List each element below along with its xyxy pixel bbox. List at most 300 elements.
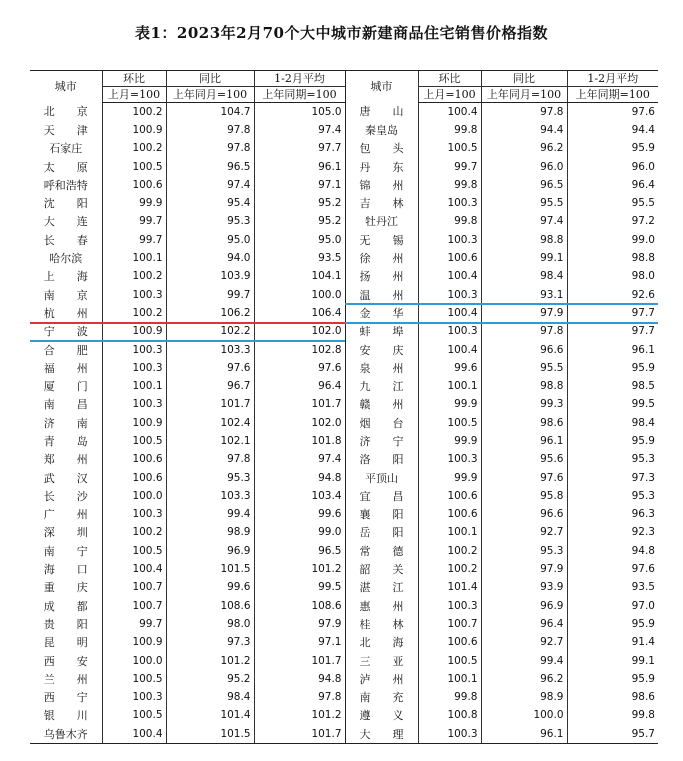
mom-cell-right: 100.6 — [418, 634, 481, 652]
avg-cell-right: 97.7 — [567, 323, 658, 341]
city-cell-right: 桂 林 — [345, 615, 418, 633]
highlight-line-blue-right-bottom — [345, 322, 658, 324]
city-cell: 北 京 — [43, 105, 88, 119]
yoy-cell-right: 96.6 — [481, 341, 567, 359]
avg-cell-right: 99.1 — [567, 652, 658, 670]
col-city-header-right: 城市 — [345, 71, 418, 103]
yoy-cell-right: 97.9 — [481, 304, 567, 322]
mom-cell: 100.5 — [102, 542, 166, 560]
table-row — [30, 670, 658, 688]
yoy-cell-right: 92.7 — [481, 634, 567, 652]
table-row — [30, 579, 658, 597]
avg-cell-right: 94.4 — [567, 121, 658, 139]
city-cell: 成 都 — [43, 599, 88, 613]
avg-cell: 96.5 — [254, 542, 345, 560]
city-cell-right: 遵 义 — [345, 707, 418, 725]
yoy-cell-right: 97.8 — [481, 103, 567, 122]
city-cell: 上 海 — [43, 270, 88, 284]
city-cell: 合 肥 — [43, 343, 88, 357]
avg-cell: 108.6 — [254, 597, 345, 615]
yoy-cell: 97.8 — [166, 140, 254, 158]
avg-cell: 97.1 — [254, 176, 345, 194]
avg-cell-right: 95.9 — [567, 140, 658, 158]
yoy-cell-right: 99.3 — [481, 396, 567, 414]
avg-cell-right: 98.5 — [567, 377, 658, 395]
mom-cell-right: 100.3 — [418, 194, 481, 212]
mom-cell-right: 100.8 — [418, 707, 481, 725]
yoy-cell: 96.9 — [166, 542, 254, 560]
yoy-cell-right: 99.1 — [481, 249, 567, 267]
yoy-cell: 101.4 — [166, 707, 254, 725]
city-cell-right: 韶 关 — [345, 560, 418, 578]
city-cell-right: 烟 台 — [345, 414, 418, 432]
yoy-cell-right: 99.4 — [481, 652, 567, 670]
yoy-cell: 95.3 — [166, 213, 254, 231]
yoy-cell: 97.8 — [166, 451, 254, 469]
avg-cell: 96.4 — [254, 377, 345, 395]
mom-cell: 100.5 — [102, 432, 166, 450]
mom-cell-right: 100.3 — [418, 451, 481, 469]
yoy-cell: 98.9 — [166, 524, 254, 542]
mom-cell-right: 99.7 — [418, 158, 481, 176]
yoy-cell: 104.7 — [166, 103, 254, 122]
table-row — [30, 451, 658, 469]
avg-cell-right: 96.4 — [567, 176, 658, 194]
mom-cell-right: 100.1 — [418, 377, 481, 395]
city-cell-right: 常 德 — [345, 542, 418, 560]
table-row — [30, 286, 658, 304]
mom-cell-right: 100.4 — [418, 268, 481, 286]
yoy-cell: 95.2 — [166, 670, 254, 688]
mom-cell: 100.7 — [102, 597, 166, 615]
header-row-1 — [30, 71, 658, 87]
mom-cell: 100.2 — [102, 268, 166, 286]
mom-cell-right: 99.8 — [418, 689, 481, 707]
yoy-cell: 101.7 — [166, 396, 254, 414]
avg-cell-right: 95.9 — [567, 615, 658, 633]
avg-cell: 99.6 — [254, 506, 345, 524]
yoy-cell-right: 95.3 — [481, 542, 567, 560]
avg-cell: 93.5 — [254, 249, 345, 267]
yoy-cell: 99.4 — [166, 506, 254, 524]
yoy-cell: 99.7 — [166, 286, 254, 304]
table-row — [30, 652, 658, 670]
avg-cell: 94.8 — [254, 670, 345, 688]
yoy-cell-right: 95.5 — [481, 359, 567, 377]
table-row — [30, 304, 658, 322]
mom-cell: 100.9 — [102, 323, 166, 341]
avg-base-label: 上年同期=100 — [254, 87, 345, 103]
city-cell: 青 岛 — [43, 434, 88, 448]
city-cell: 沈 阳 — [43, 197, 88, 211]
yoy-cell-right: 96.1 — [481, 432, 567, 450]
mom-cell-right: 100.4 — [418, 103, 481, 122]
city-cell-right: 平顶山 — [345, 469, 418, 487]
table-row — [30, 689, 658, 707]
mom-cell-right: 100.6 — [418, 487, 481, 505]
mom-cell-right: 99.8 — [418, 213, 481, 231]
avg-cell-right: 97.2 — [567, 213, 658, 231]
avg-cell: 94.8 — [254, 469, 345, 487]
mom-cell: 100.3 — [102, 396, 166, 414]
city-cell-right: 唐 山 — [345, 103, 418, 122]
avg-cell-right: 98.4 — [567, 414, 658, 432]
city-cell: 南 宁 — [43, 544, 88, 558]
avg-cell: 105.0 — [254, 103, 345, 122]
mom-cell: 100.2 — [102, 140, 166, 158]
city-cell-right: 徐 州 — [345, 249, 418, 267]
yoy-cell: 99.6 — [166, 579, 254, 597]
yoy-cell-right: 92.7 — [481, 524, 567, 542]
yoy-cell: 102.4 — [166, 414, 254, 432]
table-row — [30, 249, 658, 267]
city-cell-right: 北 海 — [345, 634, 418, 652]
avg-cell: 101.2 — [254, 560, 345, 578]
yoy-cell-right: 96.2 — [481, 140, 567, 158]
yoy-cell-right: 93.9 — [481, 579, 567, 597]
mom-cell: 100.4 — [102, 560, 166, 578]
city-cell: 哈尔滨 — [49, 252, 83, 266]
col-avg-header-right: 1-2月平均 — [567, 71, 658, 87]
table-row — [30, 323, 658, 341]
city-cell: 福 州 — [43, 361, 88, 375]
avg-cell-right: 98.0 — [567, 268, 658, 286]
city-cell: 长 沙 — [43, 489, 88, 503]
mom-base-label: 上月=100 — [102, 87, 166, 103]
city-cell: 济 南 — [43, 416, 88, 430]
city-cell-right: 济 宁 — [345, 432, 418, 450]
avg-cell-right: 92.6 — [567, 286, 658, 304]
yoy-base-label: 上年同月=100 — [166, 87, 254, 103]
city-cell: 乌鲁木齐 — [30, 725, 102, 744]
col-mom-header-right: 环比 — [418, 71, 481, 87]
yoy-cell-right: 97.6 — [481, 469, 567, 487]
avg-cell: 95.2 — [254, 194, 345, 212]
city-cell: 深 圳 — [43, 526, 88, 540]
city-cell-right: 包 头 — [345, 140, 418, 158]
avg-base-label-right: 上年同期=100 — [567, 87, 658, 103]
avg-cell: 100.0 — [254, 286, 345, 304]
mom-cell-right: 100.5 — [418, 140, 481, 158]
yoy-cell: 102.2 — [166, 323, 254, 341]
mom-cell: 99.9 — [102, 194, 166, 212]
avg-cell: 97.7 — [254, 140, 345, 158]
yoy-cell-right: 95.8 — [481, 487, 567, 505]
mom-cell: 100.9 — [102, 414, 166, 432]
avg-cell: 102.0 — [254, 414, 345, 432]
city-cell: 兰 州 — [43, 672, 88, 686]
mom-cell-right: 100.5 — [418, 652, 481, 670]
table-row — [30, 103, 658, 122]
table-row — [30, 158, 658, 176]
city-cell: 长 春 — [43, 233, 88, 247]
table-row — [30, 634, 658, 652]
avg-cell-right: 95.3 — [567, 451, 658, 469]
city-cell: 银 川 — [43, 709, 88, 723]
yoy-cell-right: 96.1 — [481, 725, 567, 744]
city-cell-right: 南 充 — [345, 689, 418, 707]
yoy-cell-right: 96.4 — [481, 615, 567, 633]
mom-cell: 100.2 — [102, 524, 166, 542]
city-cell-right: 秦皇岛 — [345, 121, 418, 139]
mom-cell: 99.7 — [102, 615, 166, 633]
yoy-cell: 95.3 — [166, 469, 254, 487]
mom-cell-right: 100.3 — [418, 286, 481, 304]
city-cell: 太 原 — [43, 160, 88, 174]
yoy-cell: 96.5 — [166, 158, 254, 176]
avg-cell: 101.7 — [254, 396, 345, 414]
yoy-cell-right: 100.0 — [481, 707, 567, 725]
mom-cell: 99.7 — [102, 213, 166, 231]
avg-cell-right: 96.3 — [567, 506, 658, 524]
city-cell-right: 蚌 埠 — [345, 323, 418, 341]
table-row — [30, 359, 658, 377]
city-cell-right: 无 锡 — [345, 231, 418, 249]
yoy-cell-right: 96.9 — [481, 597, 567, 615]
mom-cell-right: 100.3 — [418, 231, 481, 249]
city-cell: 南 京 — [43, 288, 88, 302]
mom-cell: 100.5 — [102, 707, 166, 725]
yoy-cell-right: 95.6 — [481, 451, 567, 469]
highlight-line-blue-left — [30, 340, 345, 342]
mom-cell: 100.9 — [102, 121, 166, 139]
avg-cell: 99.0 — [254, 524, 345, 542]
yoy-cell-right: 96.2 — [481, 670, 567, 688]
mom-cell: 100.3 — [102, 341, 166, 359]
city-cell-right: 襄 阳 — [345, 506, 418, 524]
yoy-cell-right: 98.6 — [481, 414, 567, 432]
table-row — [30, 615, 658, 633]
yoy-cell-right: 98.4 — [481, 268, 567, 286]
mom-cell-right: 99.9 — [418, 432, 481, 450]
yoy-cell: 101.5 — [166, 560, 254, 578]
avg-cell: 97.1 — [254, 634, 345, 652]
mom-cell-right: 99.9 — [418, 396, 481, 414]
table-row — [30, 542, 658, 560]
table-row — [30, 377, 658, 395]
avg-cell-right: 94.8 — [567, 542, 658, 560]
city-cell-right: 扬 州 — [345, 268, 418, 286]
mom-cell-right: 99.9 — [418, 469, 481, 487]
table-row — [30, 524, 658, 542]
mom-cell: 100.6 — [102, 451, 166, 469]
avg-cell-right: 97.7 — [567, 304, 658, 322]
avg-cell-right: 97.6 — [567, 560, 658, 578]
table-row — [30, 560, 658, 578]
mom-cell: 99.7 — [102, 231, 166, 249]
yoy-cell: 98.4 — [166, 689, 254, 707]
avg-cell-right: 97.6 — [567, 103, 658, 122]
yoy-cell: 95.0 — [166, 231, 254, 249]
city-cell-right: 宜 昌 — [345, 487, 418, 505]
mom-cell: 100.3 — [102, 506, 166, 524]
avg-cell: 103.4 — [254, 487, 345, 505]
city-cell-right: 大 理 — [345, 725, 418, 744]
yoy-cell: 95.4 — [166, 194, 254, 212]
yoy-cell-right: 97.9 — [481, 560, 567, 578]
price-index-table — [30, 70, 658, 744]
city-cell: 昆 明 — [43, 636, 88, 650]
col-city-header: 城市 — [30, 71, 102, 103]
city-cell-right: 三 亚 — [345, 652, 418, 670]
mom-cell: 100.6 — [102, 469, 166, 487]
mom-cell-right: 100.5 — [418, 414, 481, 432]
avg-cell-right: 96.0 — [567, 158, 658, 176]
city-cell: 西 安 — [43, 654, 88, 668]
avg-cell-right: 99.0 — [567, 231, 658, 249]
city-cell: 西 宁 — [43, 691, 88, 705]
city-cell: 宁 波 — [43, 325, 88, 339]
yoy-cell-right: 97.4 — [481, 213, 567, 231]
yoy-cell-right: 96.5 — [481, 176, 567, 194]
avg-cell: 101.2 — [254, 707, 345, 725]
mom-cell-right: 100.7 — [418, 615, 481, 633]
highlight-line-red — [30, 322, 345, 324]
avg-cell: 101.7 — [254, 652, 345, 670]
table-row — [30, 707, 658, 725]
mom-cell: 100.5 — [102, 670, 166, 688]
avg-cell-right: 98.8 — [567, 249, 658, 267]
yoy-cell: 97.8 — [166, 121, 254, 139]
mom-cell-right: 100.2 — [418, 542, 481, 560]
yoy-cell: 97.3 — [166, 634, 254, 652]
avg-cell: 101.8 — [254, 432, 345, 450]
table-row — [30, 414, 658, 432]
mom-cell-right: 100.4 — [418, 341, 481, 359]
mom-cell: 100.3 — [102, 359, 166, 377]
avg-cell: 97.4 — [254, 451, 345, 469]
mom-cell: 100.4 — [102, 725, 166, 744]
avg-cell: 96.1 — [254, 158, 345, 176]
yoy-cell-right: 93.1 — [481, 286, 567, 304]
yoy-cell-right: 96.6 — [481, 506, 567, 524]
avg-cell-right: 95.9 — [567, 432, 658, 450]
city-cell: 南 昌 — [43, 398, 88, 412]
avg-cell-right: 95.7 — [567, 725, 658, 744]
avg-cell-right: 97.3 — [567, 469, 658, 487]
yoy-cell: 97.4 — [166, 176, 254, 194]
avg-cell: 99.5 — [254, 579, 345, 597]
mom-cell: 100.3 — [102, 286, 166, 304]
city-cell-right: 赣 州 — [345, 396, 418, 414]
yoy-cell-right: 98.8 — [481, 377, 567, 395]
yoy-cell-right: 98.8 — [481, 231, 567, 249]
city-cell: 大 连 — [43, 215, 88, 229]
city-cell-right: 九 江 — [345, 377, 418, 395]
mom-cell-right: 99.8 — [418, 121, 481, 139]
highlight-line-blue-right-top — [345, 303, 658, 305]
table-row — [30, 268, 658, 286]
yoy-cell: 98.0 — [166, 615, 254, 633]
city-cell: 海 口 — [43, 563, 88, 577]
city-cell-right: 湛 江 — [345, 579, 418, 597]
avg-cell-right: 97.0 — [567, 597, 658, 615]
yoy-cell-right: 94.4 — [481, 121, 567, 139]
mom-cell-right: 100.4 — [418, 304, 481, 322]
table-row — [30, 506, 658, 524]
mom-cell-right: 100.1 — [418, 524, 481, 542]
city-cell: 郑 州 — [43, 453, 88, 467]
mom-cell-right: 99.6 — [418, 359, 481, 377]
city-cell-right: 锦 州 — [345, 176, 418, 194]
city-cell: 杭 州 — [43, 306, 88, 320]
avg-cell-right: 95.9 — [567, 670, 658, 688]
avg-cell-right: 93.5 — [567, 579, 658, 597]
avg-cell-right: 95.3 — [567, 487, 658, 505]
avg-cell-right: 95.9 — [567, 359, 658, 377]
mom-cell: 100.1 — [102, 249, 166, 267]
col-mom-header: 环比 — [102, 71, 166, 87]
city-cell-right: 洛 阳 — [345, 451, 418, 469]
city-cell-right: 泉 州 — [345, 359, 418, 377]
yoy-cell: 103.3 — [166, 341, 254, 359]
city-cell: 厦 门 — [43, 380, 88, 394]
mom-cell: 100.7 — [102, 579, 166, 597]
yoy-cell: 108.6 — [166, 597, 254, 615]
avg-cell-right: 95.5 — [567, 194, 658, 212]
mom-cell: 100.5 — [102, 158, 166, 176]
city-cell: 石家庄 — [49, 142, 83, 156]
city-cell-right: 安 庆 — [345, 341, 418, 359]
city-cell-right: 丹 东 — [345, 158, 418, 176]
header-row-2 — [30, 87, 658, 103]
col-yoy-header-right: 同比 — [481, 71, 567, 87]
mom-cell-right: 100.6 — [418, 249, 481, 267]
avg-cell: 102.0 — [254, 323, 345, 341]
table-body — [30, 103, 658, 744]
city-cell-right: 温 州 — [345, 286, 418, 304]
table-row — [30, 432, 658, 450]
table-row — [30, 194, 658, 212]
mom-cell-right: 99.8 — [418, 176, 481, 194]
mom-cell-right: 101.4 — [418, 579, 481, 597]
city-cell: 重 庆 — [43, 581, 88, 595]
city-cell-right: 惠 州 — [345, 597, 418, 615]
yoy-cell: 102.1 — [166, 432, 254, 450]
mom-cell-right: 100.2 — [418, 560, 481, 578]
yoy-cell: 96.7 — [166, 377, 254, 395]
yoy-cell: 103.3 — [166, 487, 254, 505]
avg-cell-right: 99.8 — [567, 707, 658, 725]
yoy-cell: 97.6 — [166, 359, 254, 377]
avg-cell-right: 99.5 — [567, 396, 658, 414]
mom-cell-right: 100.6 — [418, 506, 481, 524]
city-cell: 广 州 — [43, 508, 88, 522]
yoy-base-label-right: 上年同月=100 — [481, 87, 567, 103]
table-row — [30, 597, 658, 615]
avg-cell: 97.6 — [254, 359, 345, 377]
mom-cell-right: 100.3 — [418, 323, 481, 341]
avg-cell: 106.4 — [254, 304, 345, 322]
mom-cell: 100.2 — [102, 103, 166, 122]
avg-cell: 104.1 — [254, 268, 345, 286]
mom-cell: 100.0 — [102, 487, 166, 505]
avg-cell-right: 98.6 — [567, 689, 658, 707]
mom-cell-right: 100.3 — [418, 597, 481, 615]
yoy-cell-right: 96.0 — [481, 158, 567, 176]
mom-cell: 100.6 — [102, 176, 166, 194]
avg-cell: 101.7 — [254, 725, 345, 744]
yoy-cell: 101.5 — [166, 725, 254, 744]
avg-cell: 95.2 — [254, 213, 345, 231]
city-cell: 贵 阳 — [43, 617, 88, 631]
table-title: 表1：2023年2月70个大中城市新建商品住宅销售价格指数 — [135, 24, 548, 42]
mom-cell-right: 100.1 — [418, 670, 481, 688]
city-cell-right: 岳 阳 — [345, 524, 418, 542]
city-cell-right: 牡丹江 — [345, 213, 418, 231]
yoy-cell-right: 95.5 — [481, 194, 567, 212]
table-row — [30, 341, 658, 359]
